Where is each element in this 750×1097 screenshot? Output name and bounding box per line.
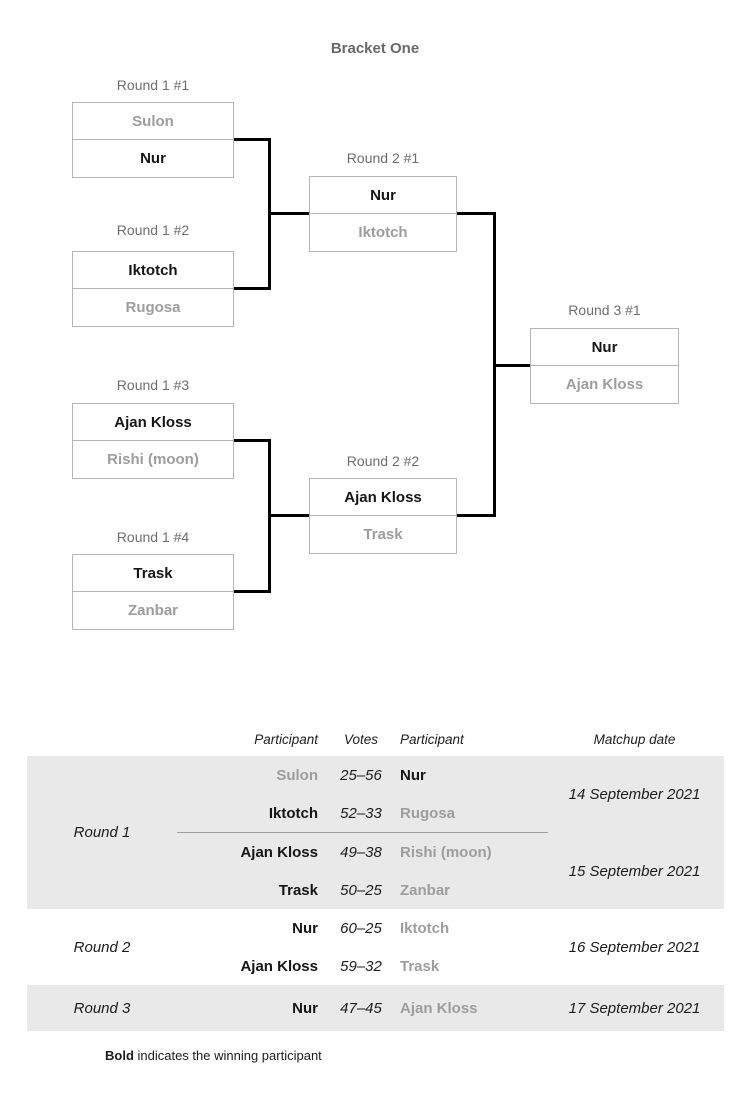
round-label: Round 1 <box>73 824 131 841</box>
matchup-subgroup <box>177 756 724 832</box>
bracket-title: Bracket One <box>330 40 420 57</box>
participant-1: Trask <box>278 881 318 899</box>
table-row <box>177 833 545 871</box>
matchup-date: 15 September 2021 <box>568 862 701 880</box>
participant-name: Zanbar <box>73 592 233 629</box>
matchup-subgroup <box>177 833 724 909</box>
participant-name: Sulon <box>73 103 233 140</box>
votes: 60–25 <box>340 919 382 937</box>
participant-1: Sulon <box>276 766 318 784</box>
connector-line <box>493 364 530 367</box>
votes: 49–38 <box>340 843 382 861</box>
matchup-subgroup <box>177 909 724 985</box>
participant-2: Trask <box>400 957 440 975</box>
match-box-r1-4 <box>72 554 234 630</box>
connector-line <box>234 138 271 141</box>
participant-2: Rugosa <box>400 804 456 822</box>
participant-name: Iktotch <box>310 214 456 251</box>
match-box-r2-2 <box>309 478 457 554</box>
participant-name: Nur <box>531 329 678 366</box>
table-group-round-1 <box>27 756 724 909</box>
connector-line <box>234 439 271 442</box>
table-row <box>177 947 545 985</box>
votes: 47–45 <box>340 999 382 1017</box>
match-label-r1-2: Round 1 #2 <box>116 222 190 238</box>
match-label-r2-2: Round 2 #2 <box>346 453 420 469</box>
match-label-r2-1: Round 2 #1 <box>346 150 420 166</box>
footnote-bold-word: Bold <box>105 1048 134 1063</box>
connector-line <box>268 514 309 517</box>
participant-name: Rishi (moon) <box>73 441 233 478</box>
connector-line <box>457 212 496 215</box>
match-label-r3-1: Round 3 #1 <box>568 302 641 318</box>
participant-2: Iktotch <box>400 919 450 937</box>
table-row <box>177 985 545 1031</box>
participant-name: Ajan Kloss <box>73 404 233 441</box>
matchup-date: 16 September 2021 <box>568 938 701 956</box>
match-box-r1-2 <box>72 251 234 327</box>
connector-line <box>268 212 309 215</box>
votes: 50–25 <box>340 881 382 899</box>
participant-name: Trask <box>310 516 456 553</box>
connector-line <box>457 514 496 517</box>
participant-2: Nur <box>400 766 426 784</box>
participant-1: Ajan Kloss <box>240 843 318 861</box>
matchup-date: 14 September 2021 <box>568 785 701 803</box>
votes: 52–33 <box>340 804 382 822</box>
table-row <box>177 909 545 947</box>
matchup-date: 17 September 2021 <box>568 999 701 1017</box>
table-group-round-3 <box>27 985 724 1031</box>
connector-line <box>234 590 271 593</box>
participant-1: Nur <box>292 999 318 1017</box>
participant-name: Ajan Kloss <box>531 366 678 403</box>
table-header-row <box>27 722 724 756</box>
match-box-r1-3 <box>72 403 234 479</box>
participant-1: Ajan Kloss <box>240 957 318 975</box>
match-box-r1-1 <box>72 102 234 178</box>
footnote-text: indicates the winning participant <box>133 1048 322 1063</box>
round-label: Round 2 <box>73 938 131 956</box>
round-label: Round 3 <box>73 999 131 1017</box>
votes: 59–32 <box>340 957 382 975</box>
table-row <box>177 756 545 794</box>
participant-2: Rishi (moon) <box>400 843 492 861</box>
participant-1: Iktotch <box>268 804 318 822</box>
table-group-round-2 <box>27 909 724 985</box>
footnote <box>105 1048 322 1063</box>
participant-2: Zanbar <box>400 881 451 899</box>
col-header-participant-1: Participant <box>254 731 318 747</box>
match-box-r3-1 <box>530 328 679 404</box>
results-table <box>27 722 724 1031</box>
participant-name: Iktotch <box>73 252 233 289</box>
match-label-r1-4: Round 1 #4 <box>116 529 190 545</box>
table-row <box>177 794 545 832</box>
match-label-r1-3: Round 1 #3 <box>116 377 190 393</box>
col-header-participant-2: Participant <box>400 731 464 747</box>
match-box-r2-1 <box>309 176 457 252</box>
col-header-votes: Votes <box>343 731 379 747</box>
participant-name: Nur <box>310 177 456 214</box>
participant-name: Trask <box>73 555 233 592</box>
participant-name: Nur <box>73 140 233 177</box>
col-header-matchup-date: Matchup date <box>593 731 676 747</box>
participant-1: Nur <box>292 919 318 937</box>
votes: 25–56 <box>340 766 382 784</box>
participant-name: Ajan Kloss <box>310 479 456 516</box>
matchup-subgroup <box>177 985 724 1031</box>
participant-2: Ajan Kloss <box>400 999 478 1017</box>
match-label-r1-1: Round 1 #1 <box>116 77 190 93</box>
connector-line <box>234 287 271 290</box>
table-row <box>177 871 545 909</box>
participant-name: Rugosa <box>73 289 233 326</box>
